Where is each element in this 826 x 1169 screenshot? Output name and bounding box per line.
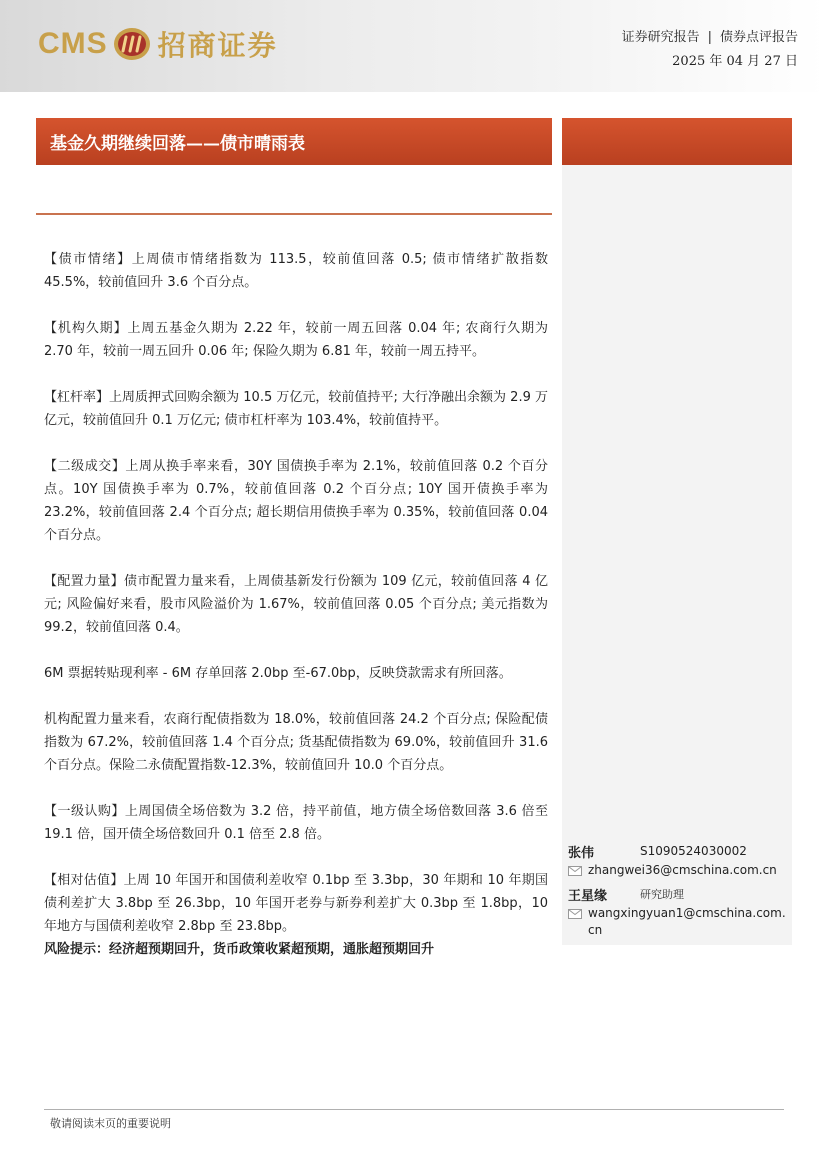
paragraph-institution-allocation: 机构配置力量来看，农商行配债指数为 18.0%，较前值回落 24.2 个百分点; 保险配债指数为 67.2%，较前值回落 1.4 个百分点; 货基配债指数为 69.0%，较前值回升 31.6 个百分点。保险二永债配置指数-12.3%，较前值回升 10.0 个百分点。 xyxy=(44,712,548,773)
author-row xyxy=(568,840,790,862)
author-email-row[interactable] xyxy=(568,862,790,879)
paragraph-primary-subscription: 【一级认购】上周国债全场倍数为 3.2 倍，持平前值，地方债全场倍数回落 3.6 倍至 19.1 倍，国开债全场倍数回升 0.1 倍至 2.8 倍。 xyxy=(44,804,548,842)
footer-disclaimer: 敬请阅读末页的重要说明 xyxy=(50,1117,171,1130)
risk-notice: 风险提示：经济超预期回升，货币政策收紧超预期，通胀超预期回升 xyxy=(44,942,435,957)
report-title: 基金久期继续回落——债市晴雨表 xyxy=(50,134,305,154)
cms-logo xyxy=(38,22,278,66)
logo-emblem-icon xyxy=(112,26,152,62)
title-bar xyxy=(36,118,552,165)
mail-icon xyxy=(568,909,582,919)
paragraph-allocation: 【配置力量】债市配置力量来看，上周债基新发行份额为 109 亿元，较前值回落 4 亿元; 风险偏好来看，股市风险溢价为 1.67%，较前值回落 0.05 个百分点; 美元指数为 99.2，较前值回落 0.4。 xyxy=(44,574,548,635)
paragraph-sentiment: 【债市情绪】上周债市情绪指数为 113.5，较前值回落 0.5; 债市情绪扩散指数 45.5%，较前值回升 3.6 个百分点。 xyxy=(44,252,548,290)
logo-latin: CMS xyxy=(38,27,108,60)
author-row xyxy=(568,883,790,905)
report-date: 2025 年 04 月 27 日 xyxy=(672,54,798,69)
analyst-info xyxy=(568,840,790,943)
report-body xyxy=(44,248,548,984)
report-subcategory: 债券点评报告 xyxy=(719,30,798,45)
mail-icon xyxy=(568,866,582,876)
report-category: 证券研究报告 xyxy=(621,30,700,45)
author-certificate: S1090524030002 xyxy=(640,844,747,858)
logo-chinese: 招商证券 xyxy=(157,29,278,62)
footer-divider xyxy=(44,1109,784,1110)
paragraph-bill-rate: 6M 票据转贴现利率 - 6M 存单回落 2.0bp 至-67.0bp，反映贷款需求有所回落。 xyxy=(44,666,512,681)
title-divider xyxy=(36,213,552,215)
paragraph-leverage: 【杠杆率】上周质押式回购余额为 10.5 万亿元，较前值持平; 大行净融出余额为 2.9 万亿元，较前值回升 0.1 万亿元; 债市杠杆率为 103.4%，较前值持平。 xyxy=(44,390,548,428)
author-email[interactable]: zhangwei36@cmschina.com.cn xyxy=(588,863,777,877)
paragraph-duration: 【机构久期】上周五基金久期为 2.22 年，较前一周五回落 0.04 年; 农商行久期为 2.70 年，较前一周五回升 0.06 年; 保险久期为 6.81 年，较前一周五持平。 xyxy=(44,321,548,359)
author-name: 王星缘 xyxy=(568,888,608,904)
author-email-row[interactable] xyxy=(568,905,790,939)
paragraph-relative-valuation: 【相对估值】上周 10 年国开和国债利差收窄 0.1bp 至 3.3bp，30 年期和 10 年期国债利差扩大 3.8bp 至 26.3bp，10 年国开老券与新券利差扩大 0.3bp 至 1.8bp，10 年地方与国债利差收窄 2.8bp 至 23.8bp。 xyxy=(44,873,548,934)
header-separator: | xyxy=(707,30,712,45)
paragraph-secondary-trading: 【二级成交】上周从换手率来看，30Y 国债换手率为 2.1%，较前值回落 0.2 个百分点。10Y 国债换手率为 0.7%，较前值回落 0.2 个百分点; 10Y 国开债换手率为 23.2%，较前值回落 2.4 个百分点; 超长期信用债换手率为 0.35%，较前值回落 0.04 个百分点。 xyxy=(44,459,548,543)
side-panel xyxy=(562,165,792,945)
author-name: 张伟 xyxy=(568,845,595,861)
author-role: 研究助理 xyxy=(640,888,684,901)
author-email[interactable]: wangxingyuan1@cmschina.com.cn xyxy=(588,906,786,937)
side-title-bar xyxy=(562,118,792,165)
report-type xyxy=(622,26,798,45)
